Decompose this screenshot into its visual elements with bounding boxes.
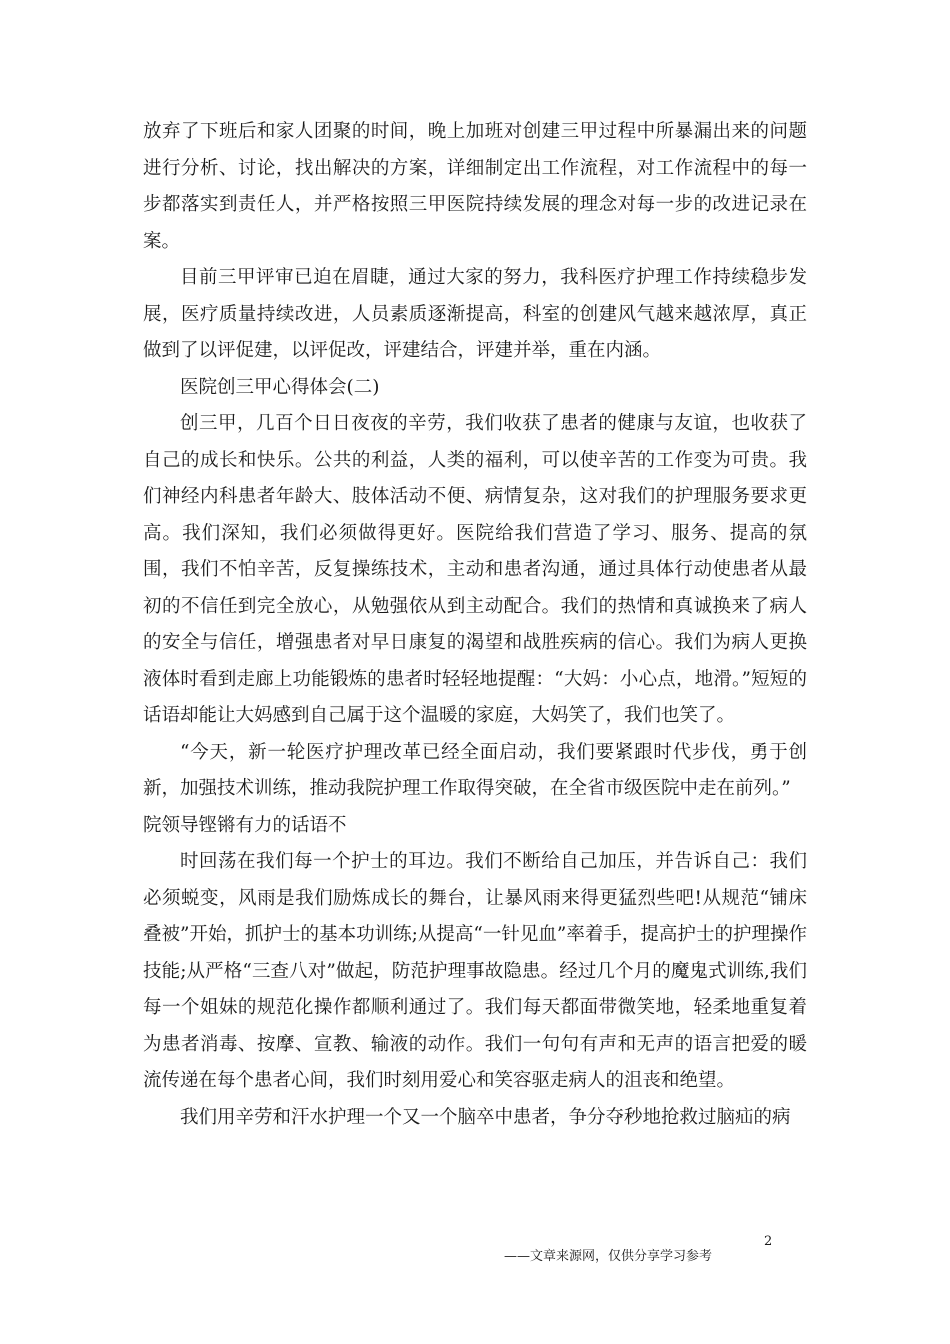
paragraph-quote: “今天，新一轮医疗护理改革已经全面启动，我们要紧跟时代步伐，勇于创新，加强技术训练，推动我院护理工作取得突破，在全省市级医院中走在前列。” <box>143 741 807 799</box>
paragraph-training: 时回荡在我们每一个护士的耳边。我们不断给自己加压，并告诉自己：我们必须蜕变，风雨是我们励炼成长的舞台，让暴风雨来得更猛烈些吧!从规范“铺床叠被”开始，抓护士的基本功训练;从提高“一针见血”率着手，提高护士的护理操作技能;从严格“三查八对”做起，防范护理事故隐患。经过几个月的魔鬼式训练,我们每一个姐妹的规范化操作都顺利通过了。我们每天都面带微笑地，轻柔地重复着为患者消毒、按摩、宣教、输液的动作。我们一句句有声和无声的语言把爱的暖流传递在每个患者心间，我们时刻用爱心和笑容驱走病人的沮丧和绝望。 <box>143 851 807 1091</box>
page-number: 2 <box>764 1234 773 1249</box>
paragraph-quote-attribution: 院领导铿锵有力的话语不 <box>143 814 347 836</box>
paragraph-harvest: 创三甲，几百个日日夜夜的辛劳，我们收获了患者的健康与友谊，也收获了自己的成长和快乐。公共的利益，人类的福利，可以使辛苦的工作变为可贵。我们神经内科患者年龄大、肢体活动不便、病情复杂，这对我们的护理服务要求更高。我们深知，我们必须做得更好。医院给我们营造了学习、服务、提高的氛围，我们不怕辛苦，反复操练技术，主动和患者沟通，通过具体行动使患者从最初的不信任到完全放心，从勉强依从到主动配合。我们的热情和真诚换来了病人的安全与信任，增强患者对早日康复的渴望和战胜疾病的信心。我们为病人更换液体时看到走廊上功能锻炼的患者时轻轻地提醒：“大妈：小心点，地滑。”短短的话语却能让大妈感到自己属于这个温暖的家庭，大妈笑了，我们也笑了。 <box>143 413 807 726</box>
paragraph-review-progress: 目前三甲评审已迫在眉睫，通过大家的努力，我科医疗护理工作持续稳步发展，医疗质量持续改进，人员素质逐渐提高，科室的创建风气越来越浓厚，真正做到了以评促建，以评促改，评建结合，评建并举，重在内涵。 <box>143 267 807 361</box>
section-title: 医院创三甲心得体会(二) <box>180 376 380 398</box>
paragraph-continued: 放弃了下班后和家人团聚的时间，晚上加班对创建三甲过程中所暴漏出来的问题进行分析、讨论，找出解决的方案，详细制定出工作流程，对工作流程中的每一步都落实到责任人，并严格按照三甲医院持续发展的理念对每一步的改进记录在案。 <box>143 121 807 252</box>
footer-note: ——文章来源网，仅供分享学习参考 <box>504 1249 713 1264</box>
document-body <box>143 114 807 1136</box>
paragraph-care: 我们用辛劳和汗水护理一个又一个脑卒中患者，争分夺秒地抢救过脑疝的病 <box>180 1106 791 1128</box>
